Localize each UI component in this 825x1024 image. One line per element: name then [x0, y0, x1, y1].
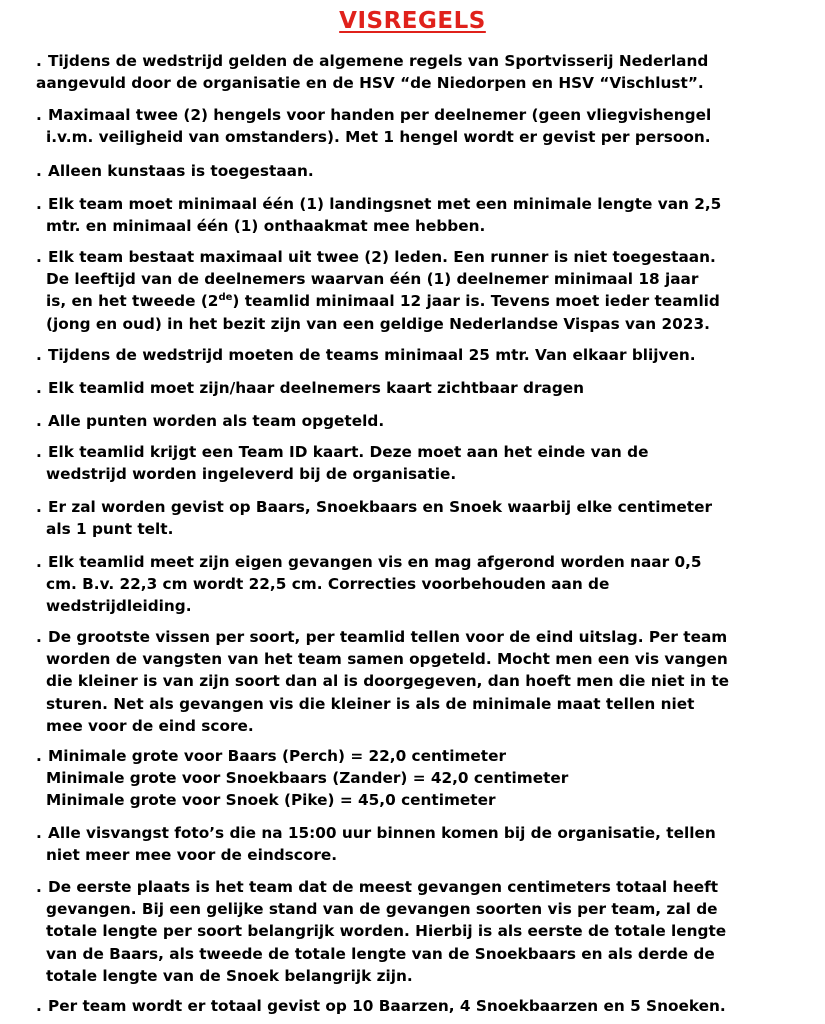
bullet: . — [36, 443, 42, 461]
superscript: de — [218, 292, 233, 304]
rule-text: De eerste plaats is het team dat de meest gevangen centimeters totaal heeft — [48, 878, 719, 896]
bullet: . — [36, 628, 42, 646]
rule-item — [36, 410, 816, 432]
rule-item — [36, 104, 816, 148]
rule-text: wedstrijdleiding. — [46, 597, 192, 616]
rule-text: wedstrijd worden ingeleverd bij de organisatie. — [46, 465, 457, 484]
rule-text: Minimale grote voor Snoek (Pike) = 45,0 centimeter — [46, 791, 496, 810]
rule-text: Elk team bestaat maximaal uit twee (2) leden. Een runner is niet toegestaan. — [48, 248, 716, 266]
rule-item — [36, 745, 816, 812]
rule-text: Minimale grote voor Baars (Perch) = 22,0 centimeter — [48, 747, 506, 765]
rule-item — [36, 822, 816, 866]
rule-item — [36, 876, 816, 987]
page-title: VISREGELS — [339, 8, 486, 34]
bullet: . — [36, 824, 42, 842]
rule-text: mtr. en minimaal één (1) onthaakmat mee hebben. — [46, 217, 486, 236]
rule-item — [36, 246, 816, 335]
rule-text: Elk teamlid meet zijn eigen gevangen vis en mag afgerond worden naar 0,5 — [48, 553, 702, 571]
rule-text: Minimale grote voor Snoekbaars (Zander) = 42,0 centimeter — [46, 769, 569, 788]
rule-text: cm. B.v. 22,3 cm wordt 22,5 cm. Correcties voorbehouden aan de — [46, 575, 610, 594]
rule-item — [36, 160, 816, 182]
rule-text: Alle visvangst foto’s die na 15:00 uur binnen komen bij de organisatie, tellen — [48, 824, 716, 842]
rule-text: die kleiner is van zijn soort dan al is doorgegeven, dan hoeft men die niet in te — [46, 672, 730, 691]
bullet: . — [36, 52, 42, 70]
bullet: . — [36, 106, 42, 124]
rule-text: Tijdens de wedstrijd gelden de algemene regels van Sportvisserij Nederland — [48, 52, 709, 70]
rule-text: Alle punten worden als team opgeteld. — [48, 412, 385, 430]
bullet: . — [36, 248, 42, 266]
rule-item — [36, 995, 816, 1017]
rule-text: mee voor de eind score. — [46, 716, 254, 735]
rule-text: i.v.m. veiligheid van omstanders). Met 1 hengel wordt er gevist per persoon. — [46, 128, 711, 147]
rule-item — [36, 193, 816, 237]
rule-text: De grootste vissen per soort, per teamlid tellen voor de eind uitslag. Per team — [48, 628, 728, 646]
rule-item — [36, 377, 816, 399]
rule-text: totale lengte per soort belangrijk worden. Hierbij is als eerste de totale lengte — [46, 922, 727, 941]
bullet: . — [36, 553, 42, 571]
rule-text: Tijdens de wedstrijd moeten de teams minimaal 25 mtr. Van elkaar blijven. — [48, 346, 696, 364]
rule-text: aangevuld door de organisatie en de HSV “de Niedorpen en HSV “Vischlust”. — [36, 74, 704, 93]
bullet: . — [36, 346, 42, 364]
bullet: . — [36, 162, 42, 180]
bullet: . — [36, 498, 42, 516]
rule-text: jong en oud) in het bezit zijn van een geldige Nederlandse Vispas van 2023. — [53, 314, 710, 333]
rule-text: Alleen kunstaas is toegestaan. — [48, 162, 314, 180]
bullet: . — [36, 412, 42, 430]
rule-text: Per team wordt er totaal gevist op 10 Baarzen, 4 Snoekbaarzen en 5 Snoeken. — [48, 997, 726, 1015]
rule-text: Maximaal twee (2) hengels voor handen per deelnemer (geen vliegvishengel — [48, 106, 712, 124]
bullet: . — [36, 379, 42, 397]
rule-item — [36, 344, 816, 366]
rule-text: als 1 punt telt. — [46, 520, 174, 539]
rule-item — [36, 441, 816, 485]
rule-text: worden de vangsten van het team samen opgeteld. Mocht men een vis vangen — [46, 650, 728, 669]
rule-item — [36, 496, 816, 540]
rule-text: Elk teamlid krijgt een Team ID kaart. Deze moet aan het einde van de — [48, 443, 649, 461]
rule-text: Elk teamlid moet zijn/haar deelnemers kaart zichtbaar dragen — [48, 379, 585, 397]
bullet: . — [36, 997, 42, 1015]
rule-item — [36, 551, 816, 618]
rule-text: totale lengte van de Snoek belangrijk zijn. — [46, 966, 413, 985]
rule-text: ( — [46, 314, 53, 333]
rule-text: Er zal worden gevist op Baars, Snoekbaars en Snoek waarbij elke centimeter — [48, 498, 713, 516]
rule-text: gevangen. Bij een gelijke stand van de gevangen soorten vis per team, zal de — [46, 900, 718, 919]
bullet: . — [36, 195, 42, 213]
bullet: . — [36, 878, 42, 896]
rule-item — [36, 626, 816, 737]
rule-text: De leeftijd van de deelnemers waarvan één (1) deelnemer minimaal 18 jaar — [46, 270, 699, 289]
rule-text: Elk team moet minimaal één (1) landingsnet met een minimale lengte van 2,5 — [48, 195, 722, 213]
rule-text: ) teamlid minimaal 12 jaar is. Tevens moet ieder teamlid — [232, 292, 720, 311]
rule-text: van de Baars, als tweede de totale lengte van de Snoekbaars en als derde de — [46, 944, 715, 963]
rule-item — [36, 50, 816, 94]
rule-text: niet meer mee voor de eindscore. — [46, 846, 338, 865]
rule-text: sturen. Net als gevangen vis die kleiner is als de minimale maat tellen niet — [46, 694, 695, 713]
rule-text: is, en het tweede (2 — [46, 292, 219, 311]
bullet: . — [36, 747, 42, 765]
